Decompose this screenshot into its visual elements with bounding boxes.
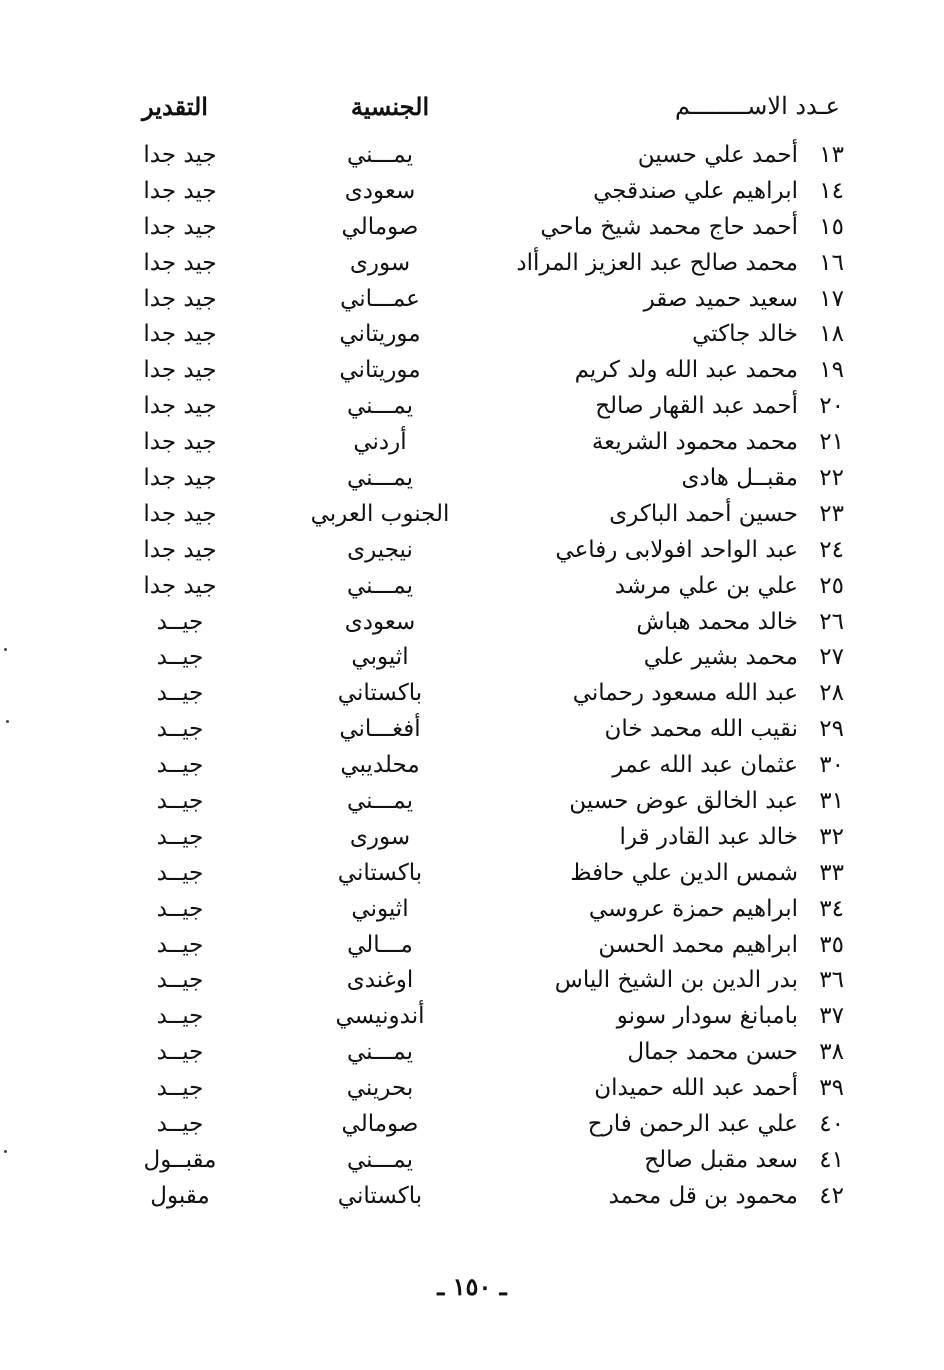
student-grade: جيد جدا [143,177,217,204]
student-name: محمد بشير علي [643,644,798,671]
student-grade: جيــد [156,1039,204,1066]
list-item [0,605,944,641]
list-item [0,389,944,425]
list-item [0,317,944,353]
student-name: محمد صالح عبد العزيز المرأاد [516,249,798,276]
student-name: ابراهيم محمد الحسن [598,931,798,958]
student-name: خالد عبد القادر قرا [619,823,798,850]
list-item [0,784,944,820]
student-name: سعيد حميد صقر [643,285,798,312]
student-name: أحمد عبد القهار صالح [595,393,798,420]
row-number: ٢٥ [819,572,844,599]
row-number: ٤١ [819,1146,844,1173]
margin-speck [4,648,7,651]
student-name: أحمد حاج محمد شيخ ماحي [540,213,798,240]
student-nationality: صومالي [341,1111,419,1138]
student-grade: جيــد [156,1075,204,1102]
student-name: بدر الدين بن الشيخ الياس [554,967,798,994]
list-item [0,928,944,964]
list-item [0,748,944,784]
student-nationality: الجنوب العربي [310,500,450,527]
list-item [0,425,944,461]
row-number: ٢٠ [819,393,844,420]
student-nationality: يمـــني [346,1146,414,1173]
student-grade: جيد جدا [143,500,217,527]
student-grade: جيــد [156,716,204,743]
student-name: خالد محمد هباش [636,608,798,635]
student-grade: جيد جدا [143,536,217,563]
student-name: سعد مقبل صالح [644,1146,798,1173]
student-nationality: يمـــني [346,572,414,599]
row-number: ٢٣ [819,500,844,527]
student-grade: جيــد [156,788,204,815]
row-number: ٣٦ [819,967,844,994]
student-name: ابراهيم حمزة عروسي [588,895,798,922]
student-name: مقبــل هادى [681,465,798,492]
student-nationality: أندونيسي [335,1003,425,1030]
student-name: محمد عبد الله ولد كريم [574,357,798,384]
student-nationality: باكستاني [337,1182,423,1209]
student-nationality: باكستاني [337,680,423,707]
list-item [0,676,944,712]
row-number: ٣٧ [819,1003,844,1030]
student-nationality: اثيوني [351,895,409,922]
list-item [0,856,944,892]
row-number: ٣٠ [819,752,844,779]
student-name: محمود بن قل محمد [608,1182,798,1209]
student-nationality: يمـــني [346,393,414,420]
student-nationality: باكستاني [337,859,423,886]
student-grade: مقبول [150,1182,210,1209]
student-nationality: اوغندى [346,967,414,994]
student-name: حسن محمد جمال [627,1039,798,1066]
margin-speck [6,720,9,723]
list-item [0,712,944,748]
student-nationality: موريتاني [339,321,421,348]
row-number: ١٥ [819,213,844,240]
student-grade: جيد جدا [143,465,217,492]
list-item [0,569,944,605]
student-name: علي عبد الرحمن فارح [587,1111,798,1138]
student-grade: جيد جدا [143,429,217,456]
list-item [0,174,944,210]
list-item [0,138,944,174]
student-nationality: سعودى [344,608,416,635]
student-nationality: يمـــني [346,465,414,492]
student-nationality: مـــالي [347,931,413,958]
student-nationality: محلديبي [340,752,420,779]
student-grade: جيــد [156,931,204,958]
student-grade: جيــد [156,752,204,779]
list-item [0,246,944,282]
list-item [0,820,944,856]
list-item [0,963,944,999]
student-nationality: عمـــاني [340,285,420,312]
student-grade: جيــد [156,895,204,922]
header-name: عـدد الاســــــــم [675,92,840,120]
list-item [0,497,944,533]
row-number: ١٦ [819,249,844,276]
student-grade: جيد جدا [143,213,217,240]
list-item [0,1071,944,1107]
list-item [0,1143,944,1179]
list-item [0,210,944,246]
row-number: ٣٣ [819,859,844,886]
list-item [0,999,944,1035]
student-nationality: سورى [349,823,411,850]
student-grade: جيــد [156,1111,204,1138]
student-grade: جيد جدا [143,572,217,599]
student-name: شمس الدين علي حافظ [570,859,798,886]
student-name: عبد الله مسعود رحماني [572,680,798,707]
student-nationality: يمـــني [346,1039,414,1066]
student-grade: مقبــول [143,1146,217,1173]
list-item [0,533,944,569]
list-item [0,892,944,928]
list-item [0,353,944,389]
row-number: ٤٢ [819,1182,844,1209]
student-name: خالد جاكتي [692,321,798,348]
student-name: ابراهيم علي صندقجي [593,177,798,204]
student-grade: جيد جدا [143,393,217,420]
row-number: ٤٠ [819,1111,844,1138]
student-nationality: بحريني [346,1075,414,1102]
student-name: عبد الخالق عوض حسين [569,788,798,815]
student-nationality: نيجيرى [347,536,413,563]
student-grade: جيــد [156,1003,204,1030]
student-grade: جيد جدا [143,142,217,168]
student-grade: جيــد [156,608,204,635]
row-number: ٢٢ [819,465,844,492]
student-grade: جيد جدا [143,321,217,348]
student-grade: جيد جدا [143,357,217,384]
header-nationality: الجنسية [350,92,430,121]
list-item [0,640,944,676]
row-number: ٣٢ [819,823,844,850]
row-number: ١٣ [819,142,844,168]
row-number: ١٩ [819,357,844,384]
row-number: ١٤ [819,177,844,204]
student-name: محمد محمود الشريعة [591,429,798,456]
student-name: عثمان عبد الله عمر [612,752,798,779]
student-name: بامبانغ سودار سونو [616,1003,798,1030]
list-item [0,282,944,318]
students-list [0,138,944,1215]
student-nationality: سعودى [344,177,416,204]
margin-speck [4,1150,7,1153]
student-grade: جيــد [156,967,204,994]
student-name: حسين أحمد الباكرى [609,500,798,527]
student-grade: جيــد [156,644,204,671]
student-name: عبد الواحد افولابى رفاعي [555,536,798,563]
student-nationality: أفغـــاني [339,716,421,743]
student-nationality: سورى [349,249,411,276]
student-grade: جيــد [156,859,204,886]
row-number: ٣٨ [819,1039,844,1066]
row-number: ٢٩ [819,716,844,743]
row-number: ٢٧ [819,644,844,671]
list-item [0,1179,944,1215]
page-number: ـ ١٥٠ ـ [437,1272,507,1301]
student-name: أحمد عبد الله حميدان [594,1075,798,1102]
row-number: ٣٩ [819,1075,844,1102]
student-nationality: يمـــني [346,142,414,168]
student-nationality: موريتاني [339,357,421,384]
list-item [0,461,944,497]
student-grade: جيد جدا [143,249,217,276]
row-number: ٢١ [819,429,844,456]
header-grade: التقدير [142,92,208,121]
student-name: نقيب الله محمد خان [604,716,798,743]
student-grade: جيد جدا [143,285,217,312]
list-item [0,1035,944,1071]
student-grade: جيــد [156,823,204,850]
row-number: ٣١ [819,788,844,815]
student-nationality: أردني [353,429,407,456]
row-number: ٢٨ [819,680,844,707]
row-number: ١٨ [819,321,844,348]
row-number: ٣٥ [819,931,844,958]
student-nationality: يمـــني [346,788,414,815]
student-nationality: اثيوبي [351,644,409,671]
student-grade: جيــد [156,680,204,707]
student-name: علي بن علي مرشد [614,572,798,599]
student-name: أحمد علي حسين [637,142,798,168]
row-number: ٢٤ [819,536,844,563]
row-number: ٣٤ [819,895,844,922]
student-nationality: صومالي [341,213,419,240]
list-item [0,1107,944,1143]
row-number: ٢٦ [819,608,844,635]
row-number: ١٧ [819,285,844,312]
